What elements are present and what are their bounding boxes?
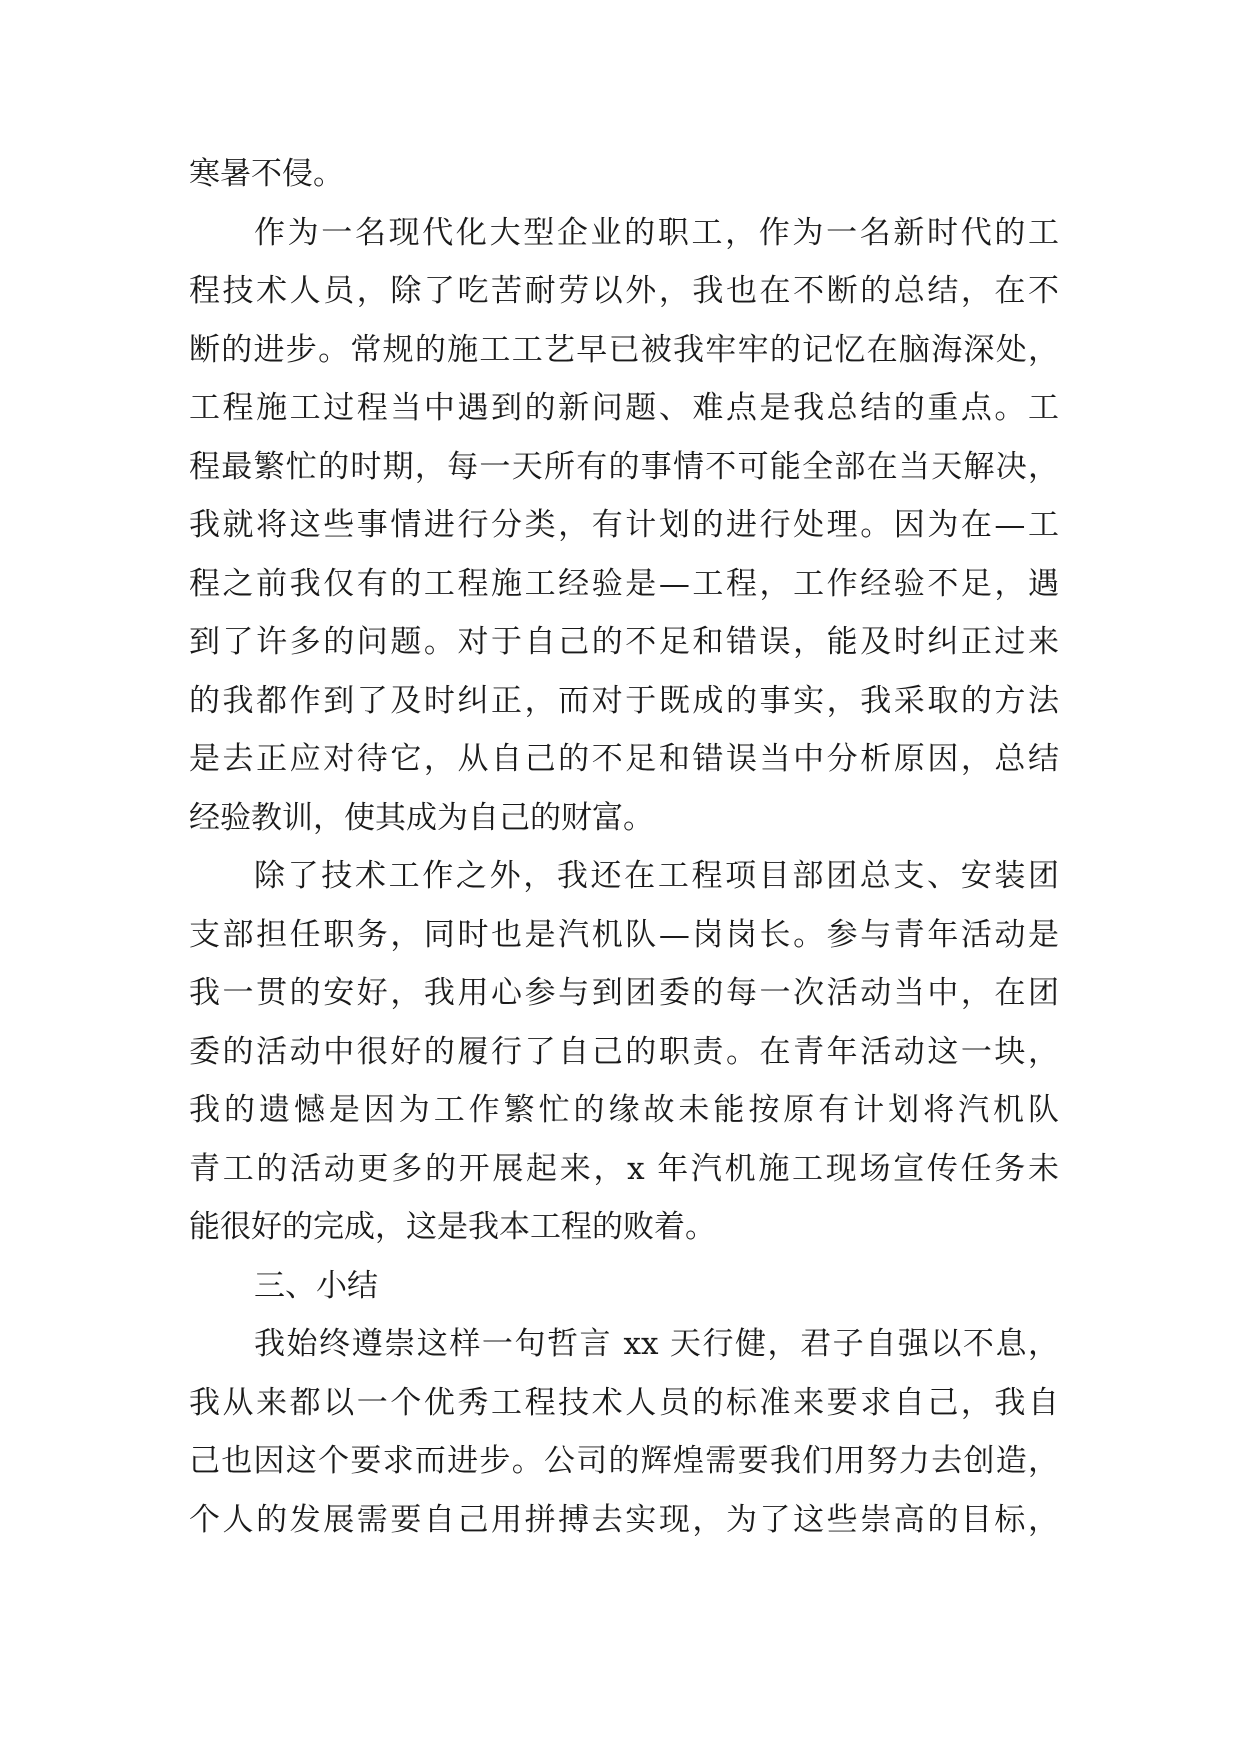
text-line: 我一贯的安好，我用心参与到团委的每一次活动当中，在团: [189, 975, 1059, 1011]
text-line: 青工的活动更多的开展起来，x 年汽机施工现场宣传任务未: [189, 1150, 1059, 1187]
text-line: 三、小结: [254, 1267, 378, 1304]
text-line: 我就将这些事情进行分类，有计划的进行处理。因为在—工: [189, 507, 1059, 543]
text-line: 己也因这个要求而进步。公司的辉煌需要我们用努力去创造，: [189, 1443, 1059, 1479]
text-line: 到了许多的问题。对于自己的不足和错误，能及时纠正过来: [189, 624, 1059, 660]
text-line: 工程施工过程当中遇到的新问题、难点是我总结的重点。工: [189, 390, 1059, 426]
text-line: 除了技术工作之外，我还在工程项目部团总支、安装团: [254, 858, 1059, 894]
text-line: 我始终遵崇这样一句哲言 xx 天行健，君子自强以不息，: [254, 1326, 1059, 1362]
text-line: 程技术人员，除了吃苦耐劳以外，我也在不断的总结，在不: [189, 273, 1059, 309]
text-line: 委的活动中很好的履行了自己的职责。在青年活动这一块，: [189, 1033, 1059, 1070]
text-line: 寒暑不侵。: [189, 156, 344, 192]
text-line: 个人的发展需要自己用拼搏去实现，为了这些崇高的目标，: [189, 1501, 1059, 1538]
text-line: 能很好的完成，这是我本工程的败着。: [189, 1209, 716, 1245]
document-body: [189, 145, 1059, 1549]
text-line: 作为一名现代化大型企业的职工，作为一名新时代的工: [254, 214, 1059, 251]
text-line: 支部担任职务，同时也是汽机队—岗岗长。参与青年活动是: [189, 916, 1059, 953]
text-line: 程最繁忙的时期，每一天所有的事情不可能全部在当天解决，: [189, 448, 1059, 485]
text-line: 的我都作到了及时纠正，而对于既成的事实，我采取的方法: [189, 682, 1059, 719]
text-line: 程之前我仅有的工程施工经验是—工程，工作经验不足，遇: [189, 565, 1059, 602]
text-line: 我从来都以一个优秀工程技术人员的标准来要求自己，我自: [189, 1384, 1059, 1421]
text-line: 是去正应对待它，从自己的不足和错误当中分析原因，总结: [189, 741, 1059, 777]
text-line: 断的进步。常规的施工工艺早已被我牢牢的记忆在脑海深处，: [189, 331, 1059, 368]
text-line: 经验教训，使其成为自己的财富。: [189, 799, 654, 836]
text-line: 我的遗憾是因为工作繁忙的缘故未能按原有计划将汽机队: [189, 1092, 1059, 1128]
